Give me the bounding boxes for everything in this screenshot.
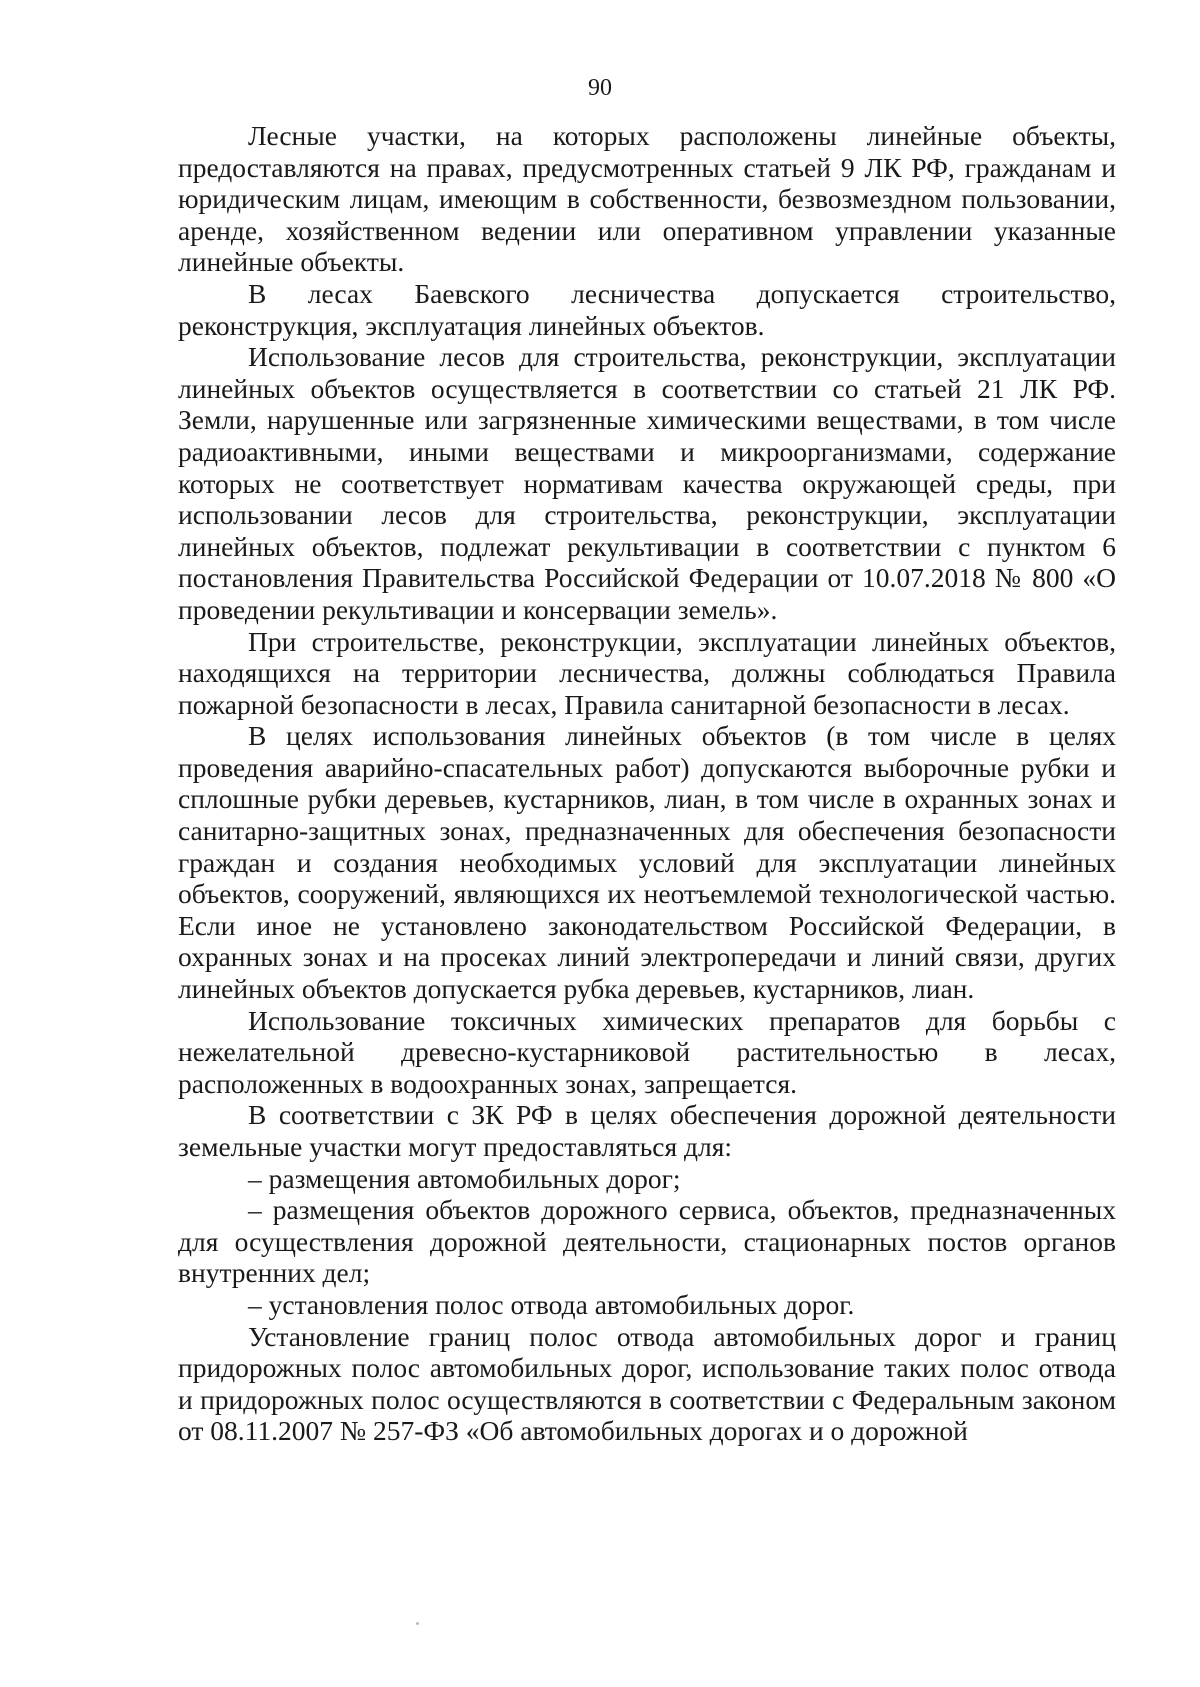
paragraph-linear-objects-plots: Лесные участки, на которых расположены линейные объекты, предоставляются на правах, предусмотренных статьей 9 ЛК РФ, гражданам и юридическим лицам, имеющим в собственности, безвозмездном пользовании, аренде, хозяйственном ведении или оперативном управлении указанные линейные объекты.: [178, 120, 1116, 278]
paragraph-toxic-chemicals-ban: Использование токсичных химических препаратов для борьбы с нежелательной древесно-кустарниковой растительностью в лесах, расположенных в водоохранных зонах, запрещается.: [178, 1004, 1116, 1099]
list-item-right-of-way: – установления полос отвода автомобильных дорог.: [248, 1288, 855, 1320]
list-item-roads: – размещения автомобильных дорог;: [248, 1162, 681, 1194]
paragraph-felling-in-protected-zones: В целях использования линейных объектов (в том числе в целях проведения аварийно-спасательных работ) допускаются выборочные рубки и сплошные рубки деревьев, кустарников, лиан, в том числе в охранных зонах и санитарно-защитных зонах, предназначенных для обеспечения безопасности граждан и создания необходимых условий для эксплуатации линейных объектов, сооружений, являющихся их неотъемлемой технологической частью. Если иное не установлено законодательством Российской Федерации, в охранных зонах и на просеках линий электропередачи и линий связи, других линейных объектов допускается рубка деревьев, кустарников, лиан.: [178, 720, 1116, 1005]
paragraph-forest-use-recultivation: Использование лесов для строительства, реконструкции, эксплуатации линейных объектов осуществляется в соответствии со статьей 21 ЛК РФ. Земли, нарушенные или загрязненные химическими веществами, в том числе радиоактивными, иными веществами и микроорганизмами, содержание которых не соответствует нормативам качества окружающей среды, при использовании лесов для строительства, реконструкции, эксплуатации линейных объектов, подлежат рекультивации в соответствии с пунктом 6 постановления Правительства Российской Федерации от 10.07.2018 № 800 «О проведении рекультивации и консервации земель».: [178, 341, 1116, 625]
paragraph-right-of-way-boundaries: Установление границ полос отвода автомобильных дорог и границ придорожных полос автомобильных дорог, использование таких полос отвода и придорожных полос осуществляются в соответствии с Федеральным законом от 08.11.2007 № 257-ФЗ «Об автомобильных дорогах и о дорожной: [178, 1320, 1116, 1447]
paragraph-fire-sanitary-rules: При строительстве, реконструкции, эксплуатации линейных объектов, находящихся на территории лесничества, должны соблюдаться Правила пожарной безопасности в лесах, Правила санитарной безопасности в лесах.: [178, 625, 1116, 720]
page-number: 90: [588, 75, 612, 101]
scan-artifact: [416, 1622, 419, 1625]
paragraph-road-activity-intro: В соответствии с ЗК РФ в целях обеспечения дорожной деятельности земельные участки могут предоставляться для:: [178, 1099, 1116, 1162]
paragraph-baevsky-forestry: В лесах Баевского лесничества допускается строительство, реконструкция, эксплуатация линейных объектов.: [178, 277, 1116, 341]
list-item-road-service: – размещения объектов дорожного сервиса, объектов, предназначенных для осуществления дорожной деятельности, стационарных постов органов внутренних дел;: [178, 1194, 1116, 1289]
document-body: [178, 120, 1116, 1447]
